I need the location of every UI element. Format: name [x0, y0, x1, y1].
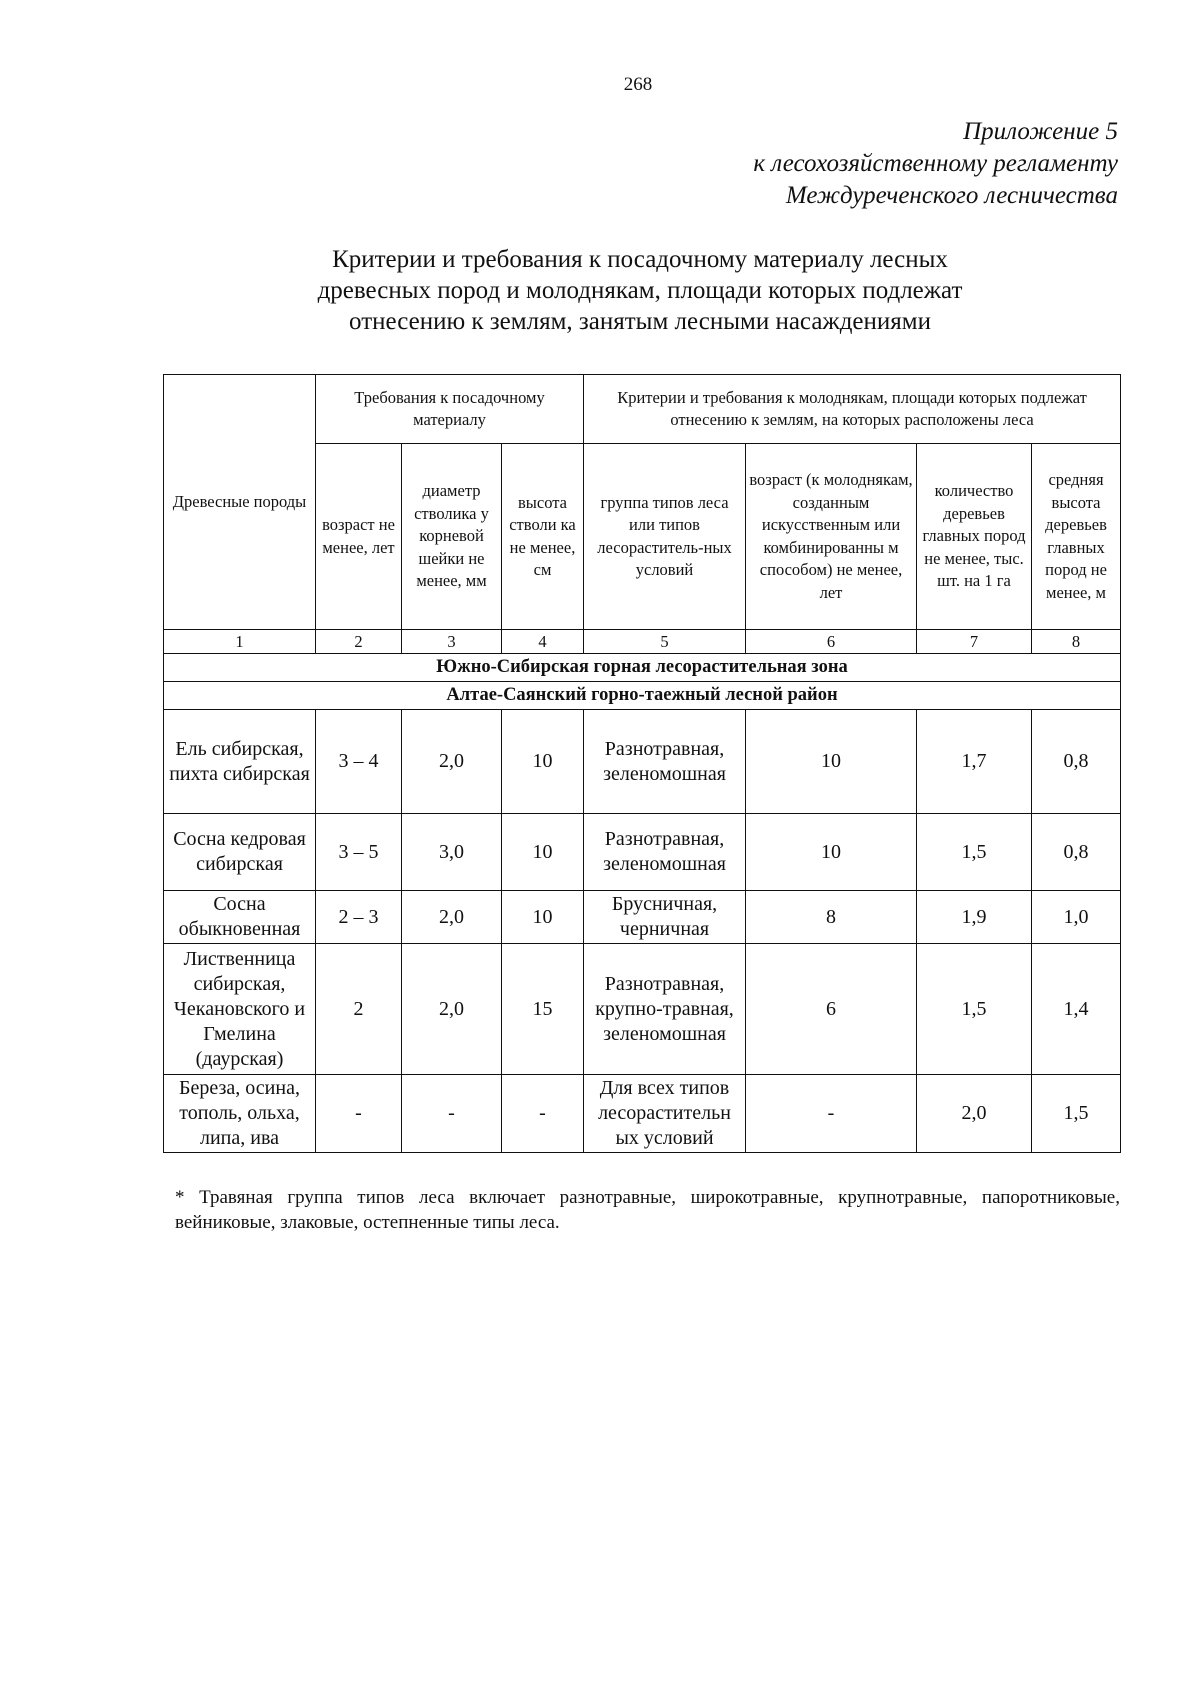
forest-type-cell: Разнотравная, зеленомошная: [584, 814, 746, 891]
column-number: 7: [917, 630, 1032, 654]
column-number: 1: [164, 630, 316, 654]
column-number: 4: [502, 630, 584, 654]
table-row: [164, 814, 1121, 891]
species-cell: Ель сибирская, пихта сибирская: [164, 710, 316, 814]
diameter-cell: 3,0: [402, 814, 502, 891]
height-cell: 10: [502, 814, 584, 891]
avg-height-cell: 0,8: [1032, 814, 1121, 891]
age-cell: -: [316, 1075, 402, 1153]
diameter-cell: 2,0: [402, 944, 502, 1075]
district-row: [164, 682, 1121, 710]
footnote: * Травяная группа типов леса включает разнотравные, широкотравные, крупнотравные, папоротниковые, вейниковые, злаковые, остепненные типы леса.: [175, 1187, 1120, 1233]
requirements-table: [163, 374, 1121, 1153]
young-age-cell: 10: [746, 814, 917, 891]
header-age: возраст не менее, лет: [316, 444, 402, 630]
height-cell: 10: [502, 710, 584, 814]
header-young-stands: Критерии и требования к молоднякам, площади которых подлежат отнесению к землям, на которых расположены леса: [584, 375, 1121, 444]
trees-count-cell: 1,5: [917, 944, 1032, 1075]
appendix-line-1: Приложение 5: [963, 118, 1118, 145]
district-heading: Алтае-Саянский горно-таежный лесной район: [164, 682, 1121, 710]
species-cell: Сосна обыкновенная: [164, 891, 316, 944]
species-cell: Сосна кедровая сибирская: [164, 814, 316, 891]
zone-heading: Южно-Сибирская горная лесорастительная зона: [164, 654, 1121, 682]
diameter-cell: 2,0: [402, 891, 502, 944]
forest-type-cell: Разнотравная, крупно-травная, зеленомошная: [584, 944, 746, 1075]
table-row: [164, 944, 1121, 1075]
appendix-reference: [753, 116, 1118, 212]
table-row: [164, 891, 1121, 944]
column-number: 6: [746, 630, 917, 654]
height-cell: 15: [502, 944, 584, 1075]
header-species: Древесные породы: [164, 375, 316, 630]
header-young-age: возраст (к молоднякам, созданным искусственным или комбинированны м способом) не менее, лет: [746, 444, 917, 630]
diameter-cell: -: [402, 1075, 502, 1153]
column-number: 8: [1032, 630, 1121, 654]
trees-count-cell: 1,5: [917, 814, 1032, 891]
header-trees-count: количество деревьев главных пород не менее, тыс. шт. на 1 га: [917, 444, 1032, 630]
title-line-1: Критерии и требования к посадочному материалу лесных: [332, 246, 948, 273]
header-forest-type: группа типов леса или типов лесораститель-ных условий: [584, 444, 746, 630]
young-age-cell: -: [746, 1075, 917, 1153]
avg-height-cell: 0,8: [1032, 710, 1121, 814]
table-header-row: [164, 375, 1121, 444]
page-number: 268: [623, 74, 653, 95]
header-planting-material: Требования к посадочному материалу: [316, 375, 584, 444]
column-number: 5: [584, 630, 746, 654]
height-cell: 10: [502, 891, 584, 944]
age-cell: 2 – 3: [316, 891, 402, 944]
young-age-cell: 8: [746, 891, 917, 944]
age-cell: 2: [316, 944, 402, 1075]
age-cell: 3 – 5: [316, 814, 402, 891]
table-row: [164, 1075, 1121, 1153]
column-number-row: [164, 630, 1121, 654]
height-cell: -: [502, 1075, 584, 1153]
header-avg-height: средняя высота деревьев главных пород не менее, м: [1032, 444, 1121, 630]
appendix-line-2: к лесохозяйственному регламенту: [753, 150, 1118, 177]
column-number: 3: [402, 630, 502, 654]
age-cell: 3 – 4: [316, 710, 402, 814]
document-title: [166, 244, 1114, 337]
diameter-cell: 2,0: [402, 710, 502, 814]
avg-height-cell: 1,5: [1032, 1075, 1121, 1153]
forest-type-cell: Брусничная, черничная: [584, 891, 746, 944]
species-cell: Береза, осина, тополь, ольха, липа, ива: [164, 1075, 316, 1153]
trees-count-cell: 2,0: [917, 1075, 1032, 1153]
avg-height-cell: 1,0: [1032, 891, 1121, 944]
header-height: высота стволи ка не менее, см: [502, 444, 584, 630]
zone-row: [164, 654, 1121, 682]
young-age-cell: 6: [746, 944, 917, 1075]
header-diameter: диаметр стволика у корневой шейки не менее, мм: [402, 444, 502, 630]
species-cell: Лиственница сибирская, Чекановского и Гмелина (даурская): [164, 944, 316, 1075]
forest-type-cell: Разнотравная, зеленомошная: [584, 710, 746, 814]
trees-count-cell: 1,7: [917, 710, 1032, 814]
column-number: 2: [316, 630, 402, 654]
title-line-3: отнесению к землям, занятым лесными насаждениями: [349, 308, 931, 335]
trees-count-cell: 1,9: [917, 891, 1032, 944]
table-row: [164, 710, 1121, 814]
forest-type-cell: Для всех типов лесорастительн ых условий: [584, 1075, 746, 1153]
avg-height-cell: 1,4: [1032, 944, 1121, 1075]
young-age-cell: 10: [746, 710, 917, 814]
appendix-line-3: Междуреченского лесничества: [785, 182, 1118, 209]
title-line-2: древесных пород и молоднякам, площади которых подлежат: [317, 277, 963, 304]
